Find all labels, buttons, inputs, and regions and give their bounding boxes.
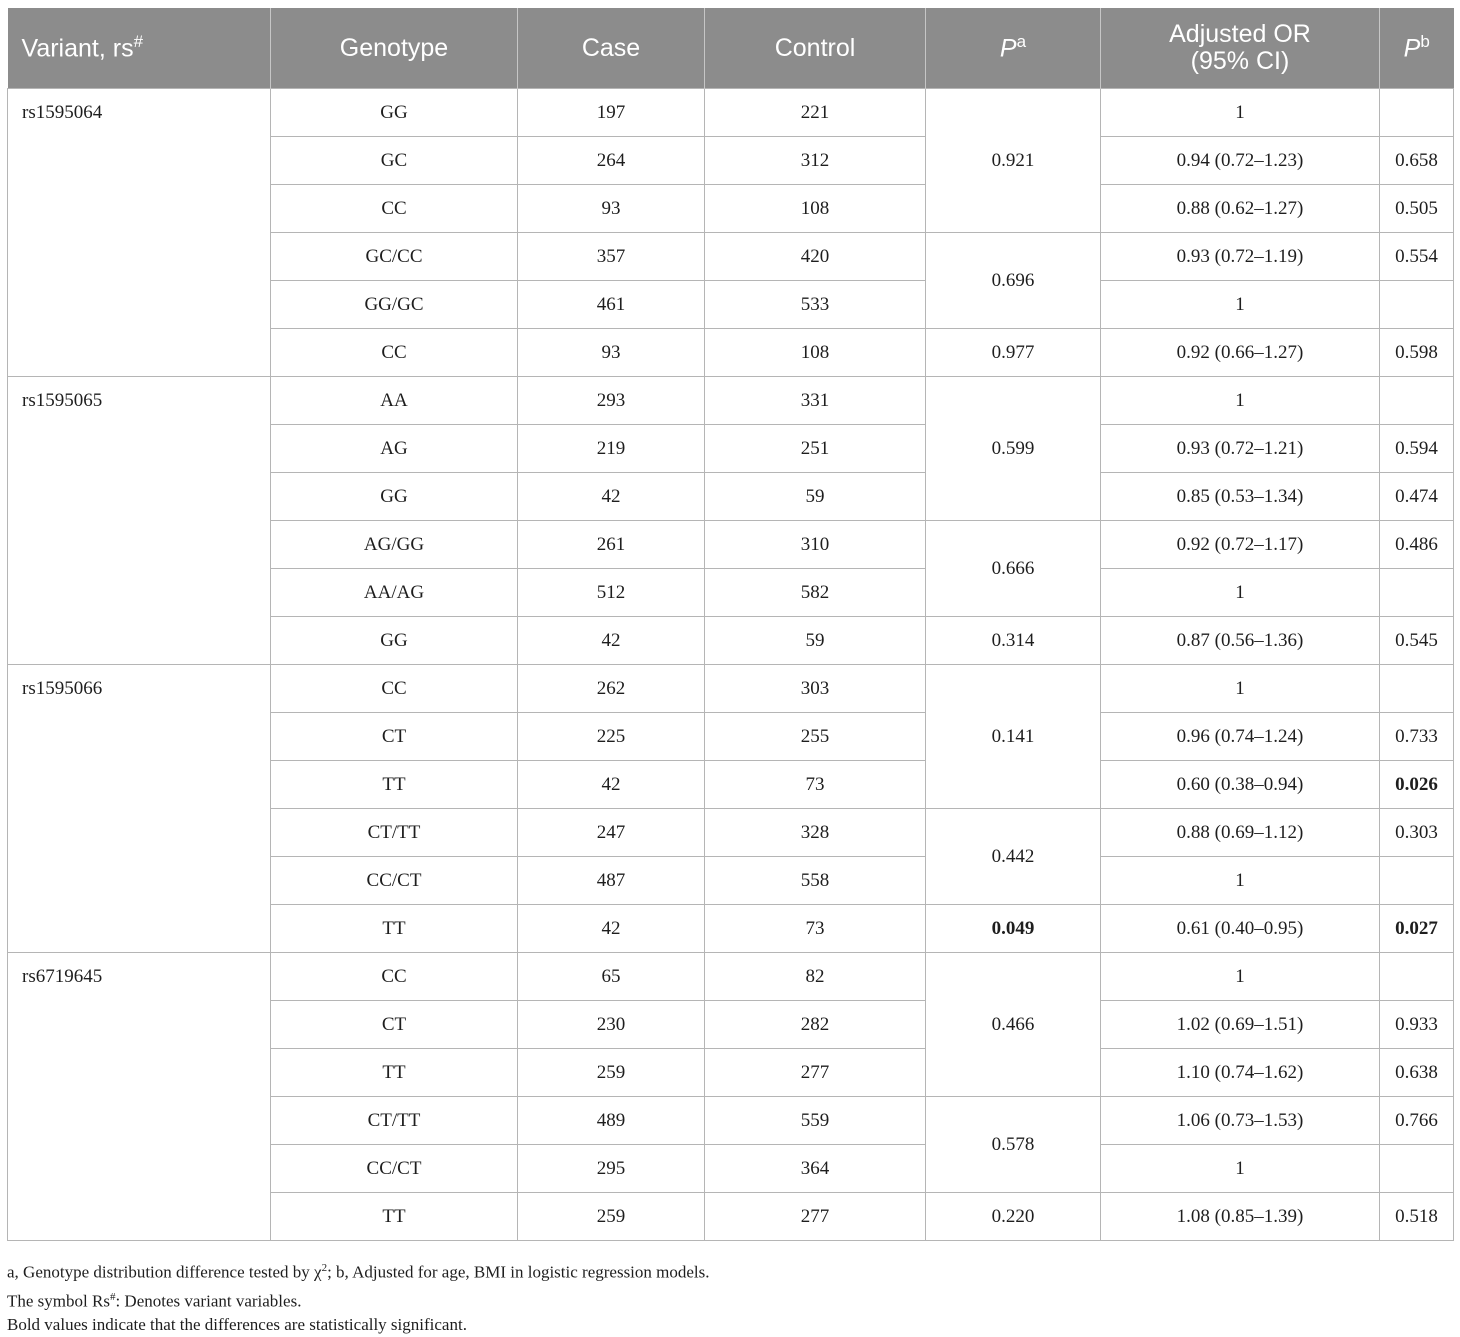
footnote-line-1: a, Genotype distribution difference tested by $\chi^2$; b, Adjusted for age, BMI in logistic regression models. (7, 1262, 710, 1282)
genotype-cell: TT (271, 1193, 518, 1241)
case-cell: 264 (518, 137, 705, 185)
p-a-cell: 0.921 (926, 89, 1101, 233)
table-header-row (8, 8, 1454, 89)
control-cell: 59 (705, 473, 926, 521)
p-a-cell: 0.977 (926, 329, 1101, 377)
case-cell: 489 (518, 1097, 705, 1145)
genotype-cell: CT/TT (271, 1097, 518, 1145)
case-cell: 357 (518, 233, 705, 281)
footnote-line-2: The symbol Rs#: Denotes variant variables. (7, 1290, 302, 1311)
genotype-cell: CT (271, 1001, 518, 1049)
adjusted-or-cell: 0.96 (0.74–1.24) (1101, 713, 1380, 761)
control-cell: 277 (705, 1049, 926, 1097)
adjusted-or-cell: 1.10 (0.74–1.62) (1101, 1049, 1380, 1097)
control-cell: 82 (705, 953, 926, 1001)
adjusted-or-cell: 1 (1101, 569, 1380, 617)
adjusted-or-cell: 0.85 (0.53–1.34) (1101, 473, 1380, 521)
p-a-cell: 0.599 (926, 377, 1101, 521)
p-b-cell: 0.505 (1380, 185, 1454, 233)
p-b-cell (1380, 377, 1454, 425)
p-b-cell (1380, 953, 1454, 1001)
genotype-cell: CT/TT (271, 809, 518, 857)
genotype-cell: TT (271, 761, 518, 809)
control-cell: 303 (705, 665, 926, 713)
genotype-cell: GC/CC (271, 233, 518, 281)
adjusted-or-cell: 0.93 (0.72–1.21) (1101, 425, 1380, 473)
case-cell: 197 (518, 89, 705, 137)
case-cell: 261 (518, 521, 705, 569)
control-cell: 73 (705, 905, 926, 953)
control-cell: 73 (705, 761, 926, 809)
genotype-cell: AA/AG (271, 569, 518, 617)
p-a-cell: 0.666 (926, 521, 1101, 617)
adjusted-or-cell: 0.94 (0.72–1.23) (1101, 137, 1380, 185)
adjusted-or-cell: 1.08 (0.85–1.39) (1101, 1193, 1380, 1241)
case-cell: 230 (518, 1001, 705, 1049)
genotype-cell: AG (271, 425, 518, 473)
control-cell: 533 (705, 281, 926, 329)
p-b-cell: 0.545 (1380, 617, 1454, 665)
control-cell: 328 (705, 809, 926, 857)
case-cell: 293 (518, 377, 705, 425)
adjusted-or-cell: 0.92 (0.66–1.27) (1101, 329, 1380, 377)
case-cell: 65 (518, 953, 705, 1001)
p-b-cell (1380, 569, 1454, 617)
adjusted-or-cell: 0.92 (0.72–1.17) (1101, 521, 1380, 569)
genotype-cell: GG (271, 617, 518, 665)
p-a-cell: 0.442 (926, 809, 1101, 905)
variant-cell: rs1595065 (8, 377, 271, 665)
case-cell: 262 (518, 665, 705, 713)
control-cell: 420 (705, 233, 926, 281)
adjusted-or-cell: 1 (1101, 1145, 1380, 1193)
header-genotype: Genotype (271, 8, 518, 89)
genotype-cell: CC (271, 665, 518, 713)
case-cell: 461 (518, 281, 705, 329)
p-a-cell: 0.314 (926, 617, 1101, 665)
header-variant: Variant, rs# (8, 8, 271, 89)
p-a-cell: 0.049 (926, 905, 1101, 953)
p-b-cell (1380, 857, 1454, 905)
p-a-cell: 0.696 (926, 233, 1101, 329)
case-cell: 225 (518, 713, 705, 761)
adjusted-or-cell: 0.88 (0.69–1.12) (1101, 809, 1380, 857)
p-b-cell: 0.027 (1380, 905, 1454, 953)
case-cell: 512 (518, 569, 705, 617)
case-cell: 42 (518, 761, 705, 809)
adjusted-or-cell: 0.87 (0.56–1.36) (1101, 617, 1380, 665)
results-table-container (7, 8, 1453, 1241)
variant-cell: rs6719645 (8, 953, 271, 1241)
variant-cell: rs1595064 (8, 89, 271, 377)
control-cell: 364 (705, 1145, 926, 1193)
genotype-association-table (7, 8, 1454, 1241)
control-cell: 559 (705, 1097, 926, 1145)
p-a-cell: 0.578 (926, 1097, 1101, 1193)
control-cell: 59 (705, 617, 926, 665)
genotype-cell: AG/GG (271, 521, 518, 569)
adjusted-or-cell: 1 (1101, 953, 1380, 1001)
p-b-cell (1380, 89, 1454, 137)
p-a-cell: 0.220 (926, 1193, 1101, 1241)
genotype-cell: CC (271, 329, 518, 377)
p-b-cell: 0.554 (1380, 233, 1454, 281)
table-row (8, 953, 1454, 1001)
adjusted-or-cell: 1 (1101, 89, 1380, 137)
case-cell: 42 (518, 473, 705, 521)
control-cell: 251 (705, 425, 926, 473)
control-cell: 331 (705, 377, 926, 425)
case-cell: 42 (518, 617, 705, 665)
case-cell: 487 (518, 857, 705, 905)
genotype-cell: CC (271, 185, 518, 233)
genotype-cell: GG (271, 89, 518, 137)
adjusted-or-cell: 0.93 (0.72–1.19) (1101, 233, 1380, 281)
control-cell: 108 (705, 185, 926, 233)
control-cell: 255 (705, 713, 926, 761)
p-b-cell (1380, 665, 1454, 713)
case-cell: 93 (518, 185, 705, 233)
genotype-cell: AA (271, 377, 518, 425)
p-b-cell: 0.933 (1380, 1001, 1454, 1049)
table-row (8, 665, 1454, 713)
control-cell: 277 (705, 1193, 926, 1241)
p-b-cell: 0.638 (1380, 1049, 1454, 1097)
adjusted-or-cell: 0.88 (0.62–1.27) (1101, 185, 1380, 233)
p-b-cell: 0.594 (1380, 425, 1454, 473)
case-cell: 259 (518, 1193, 705, 1241)
p-b-cell: 0.733 (1380, 713, 1454, 761)
header-p-a: $P^a$ (926, 8, 1101, 89)
control-cell: 282 (705, 1001, 926, 1049)
header-adjusted-or: Adjusted OR (95% CI) (1101, 8, 1380, 89)
table-body (8, 89, 1454, 1241)
p-b-cell: 0.026 (1380, 761, 1454, 809)
genotype-cell: CC (271, 953, 518, 1001)
p-b-cell: 0.518 (1380, 1193, 1454, 1241)
genotype-cell: TT (271, 905, 518, 953)
genotype-cell: TT (271, 1049, 518, 1097)
adjusted-or-cell: 0.60 (0.38–0.94) (1101, 761, 1380, 809)
case-cell: 247 (518, 809, 705, 857)
table-footnotes (7, 1256, 1447, 1337)
case-cell: 93 (518, 329, 705, 377)
p-a-cell: 0.141 (926, 665, 1101, 809)
p-b-cell: 0.658 (1380, 137, 1454, 185)
genotype-cell: GC (271, 137, 518, 185)
p-b-cell (1380, 281, 1454, 329)
case-cell: 42 (518, 905, 705, 953)
adjusted-or-cell: 1 (1101, 665, 1380, 713)
control-cell: 582 (705, 569, 926, 617)
p-b-cell: 0.486 (1380, 521, 1454, 569)
case-cell: 219 (518, 425, 705, 473)
table-row (8, 89, 1454, 137)
genotype-cell: GG (271, 473, 518, 521)
header-control: Control (705, 8, 926, 89)
p-b-cell: 0.303 (1380, 809, 1454, 857)
genotype-cell: CC/CT (271, 857, 518, 905)
header-case: Case (518, 8, 705, 89)
case-cell: 295 (518, 1145, 705, 1193)
adjusted-or-cell: 0.61 (0.40–0.95) (1101, 905, 1380, 953)
genotype-cell: GG/GC (271, 281, 518, 329)
control-cell: 310 (705, 521, 926, 569)
genotype-cell: CC/CT (271, 1145, 518, 1193)
case-cell: 259 (518, 1049, 705, 1097)
p-b-cell: 0.766 (1380, 1097, 1454, 1145)
control-cell: 108 (705, 329, 926, 377)
table-row (8, 377, 1454, 425)
genotype-cell: CT (271, 713, 518, 761)
p-b-cell: 0.474 (1380, 473, 1454, 521)
header-p-b: $P^b$ (1380, 8, 1454, 89)
adjusted-or-cell: 1.02 (0.69–1.51) (1101, 1001, 1380, 1049)
p-b-cell: 0.598 (1380, 329, 1454, 377)
adjusted-or-cell: 1 (1101, 377, 1380, 425)
control-cell: 221 (705, 89, 926, 137)
p-a-cell: 0.466 (926, 953, 1101, 1097)
control-cell: 312 (705, 137, 926, 185)
adjusted-or-cell: 1 (1101, 857, 1380, 905)
adjusted-or-cell: 1 (1101, 281, 1380, 329)
p-b-cell (1380, 1145, 1454, 1193)
control-cell: 558 (705, 857, 926, 905)
variant-cell: rs1595066 (8, 665, 271, 953)
footnote-line-3: Bold values indicate that the differences are statistically significant. (7, 1315, 467, 1335)
adjusted-or-cell: 1.06 (0.73–1.53) (1101, 1097, 1380, 1145)
